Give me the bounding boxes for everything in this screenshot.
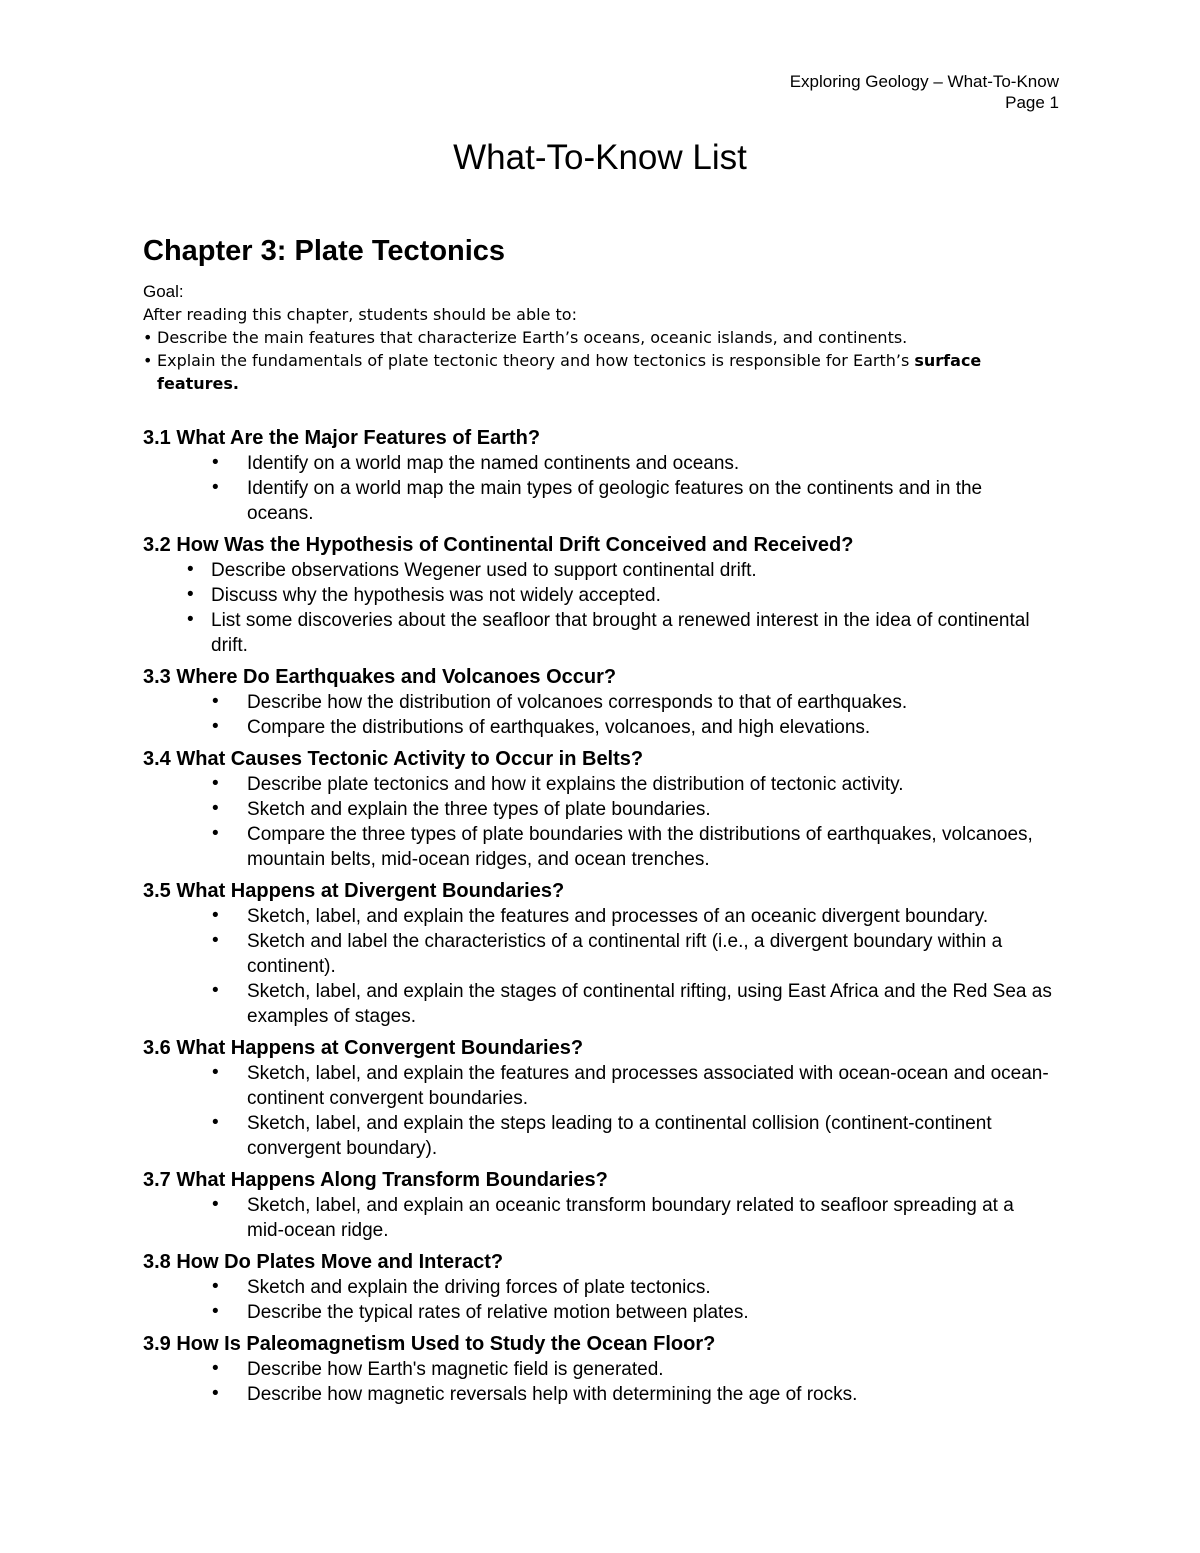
list-item xyxy=(143,1193,1053,1243)
bullet-icon: • xyxy=(212,1301,219,1322)
section-3-3 xyxy=(143,664,1053,740)
section-items xyxy=(143,1275,1053,1325)
list-item xyxy=(143,904,1053,929)
section-3-8 xyxy=(143,1249,1053,1325)
list-item xyxy=(143,1061,1053,1111)
section-3-1 xyxy=(143,425,1053,526)
bullet-icon: • xyxy=(212,1194,219,1215)
section-heading: 3.7 What Happens Along Transform Boundaries? xyxy=(143,1169,608,1191)
section-items xyxy=(143,1193,1053,1243)
bullet-icon: • xyxy=(212,1358,219,1379)
section-heading: 3.9 How Is Paleomagnetism Used to Study the Ocean Floor? xyxy=(143,1333,716,1355)
goal-label: Goal: xyxy=(143,282,184,301)
bullet-icon: • xyxy=(212,1062,219,1083)
goal-bullet xyxy=(143,349,1043,395)
item-text: Sketch, label, and explain the features and processes of an oceanic divergent boundary. xyxy=(247,906,989,927)
section-items xyxy=(143,1357,1053,1407)
bullet-icon: • xyxy=(212,1276,219,1297)
item-text: Discuss why the hypothesis was not widely accepted. xyxy=(211,585,661,606)
bullet-icon: • xyxy=(143,328,153,347)
goal-bullet xyxy=(143,326,1043,349)
item-text: Compare the distributions of earthquakes, volcanoes, and high elevations. xyxy=(247,717,871,738)
item-text: Describe how the distribution of volcanoes corresponds to that of earthquakes. xyxy=(247,692,908,713)
item-text: Describe plate tectonics and how it explains the distribution of tectonic activity. xyxy=(247,774,904,795)
section-items xyxy=(143,1061,1053,1161)
list-item xyxy=(143,476,1053,526)
list-item xyxy=(143,715,1053,740)
document-title: What-To-Know List xyxy=(453,138,747,177)
bullet-icon: • xyxy=(212,1112,219,1133)
list-item xyxy=(143,772,1053,797)
bullet-icon: • xyxy=(212,930,219,951)
bullet-icon: • xyxy=(187,584,194,605)
section-items xyxy=(143,772,1053,872)
list-item xyxy=(143,690,1053,715)
item-text: Describe how Earth's magnetic field is generated. xyxy=(247,1359,664,1380)
goal-block xyxy=(143,280,1043,395)
section-items xyxy=(143,451,1053,526)
section-heading: 3.6 What Happens at Convergent Boundaries? xyxy=(143,1037,584,1059)
header-document-name: Exploring Geology – What-To-Know xyxy=(789,72,1059,91)
item-text: Sketch, label, and explain an oceanic transform boundary related to seafloor spreading at a mid-ocean ridge. xyxy=(247,1195,1014,1241)
item-text: Compare the three types of plate boundaries with the distributions of earthquakes, volcanoes, mountain belts, mid-ocean ridges, and ocean trenches. xyxy=(247,824,1033,870)
bullet-icon: • xyxy=(187,609,194,630)
section-3-4 xyxy=(143,746,1053,872)
section-heading: 3.8 How Do Plates Move and Interact? xyxy=(143,1251,504,1273)
item-text: Describe observations Wegener used to support continental drift. xyxy=(211,560,757,581)
bullet-icon: • xyxy=(212,980,219,1001)
item-text: Sketch, label, and explain the features and processes associated with ocean-ocean and ocean-continent convergent boundaries. xyxy=(247,1063,1049,1109)
page-header xyxy=(790,71,1059,113)
bullet-icon: • xyxy=(212,716,219,737)
section-3-2 xyxy=(143,532,1053,658)
bullet-icon: • xyxy=(212,477,219,498)
list-item xyxy=(143,451,1053,476)
goal-bullet-emphasis: surface features. xyxy=(157,351,982,393)
item-text: Identify on a world map the main types of geologic features on the continents and in the oceans. xyxy=(247,478,983,524)
item-text: Identify on a world map the named continents and oceans. xyxy=(247,453,740,474)
chapter-title: Chapter 3: Plate Tectonics xyxy=(143,235,506,267)
bullet-icon: • xyxy=(212,773,219,794)
bullet-icon: • xyxy=(212,1383,219,1404)
header-page-number: Page 1 xyxy=(1005,93,1059,112)
section-3-5 xyxy=(143,878,1053,1029)
list-item xyxy=(143,797,1053,822)
item-text: Sketch, label, and explain the stages of continental rifting, using East Africa and the Red Sea as examples of stages. xyxy=(247,981,1052,1027)
list-item xyxy=(143,558,1053,583)
item-text: List some discoveries about the seafloor that brought a renewed interest in the idea of continental drift. xyxy=(211,610,1030,656)
section-items xyxy=(143,558,1053,658)
goal-bullet-text: Describe the main features that characterize Earth’s oceans, oceanic islands, and continents. xyxy=(157,328,908,347)
item-text: Sketch, label, and explain the steps leading to a continental collision (continent-continent convergent boundary). xyxy=(247,1113,992,1159)
item-text: Describe how magnetic reversals help with determining the age of rocks. xyxy=(247,1384,858,1405)
list-item xyxy=(143,929,1053,979)
item-text: Sketch and explain the three types of plate boundaries. xyxy=(247,799,711,820)
section-heading: 3.3 Where Do Earthquakes and Volcanoes Occur? xyxy=(143,666,617,688)
section-heading: 3.2 How Was the Hypothesis of Continental Drift Conceived and Received? xyxy=(143,534,854,556)
list-item xyxy=(143,1111,1053,1161)
section-heading: 3.4 What Causes Tectonic Activity to Occur in Belts? xyxy=(143,748,644,770)
section-heading: 3.5 What Happens at Divergent Boundaries? xyxy=(143,880,565,902)
section-heading: 3.1 What Are the Major Features of Earth? xyxy=(143,427,541,449)
bullet-icon: • xyxy=(212,452,219,473)
bullet-icon: • xyxy=(212,823,219,844)
section-3-7 xyxy=(143,1167,1053,1243)
list-item xyxy=(143,822,1053,872)
section-3-6 xyxy=(143,1035,1053,1161)
bullet-icon: • xyxy=(212,798,219,819)
list-item xyxy=(143,1300,1053,1325)
section-items xyxy=(143,690,1053,740)
bullet-icon: • xyxy=(212,691,219,712)
goal-intro: After reading this chapter, students should be able to: xyxy=(143,305,577,324)
item-text: Sketch and label the characteristics of a continental rift (i.e., a divergent boundary within a continent). xyxy=(247,931,1003,977)
list-item xyxy=(143,1382,1053,1407)
list-item xyxy=(143,608,1053,658)
section-items xyxy=(143,904,1053,1029)
sections-list xyxy=(143,425,1053,1413)
list-item xyxy=(143,979,1053,1029)
item-text: Sketch and explain the driving forces of plate tectonics. xyxy=(247,1277,711,1298)
list-item xyxy=(143,583,1053,608)
bullet-icon: • xyxy=(187,559,194,580)
list-item xyxy=(143,1275,1053,1300)
goal-bullet-text: Explain the fundamentals of plate tectonic theory and how tectonics is responsible for Earth’s xyxy=(157,351,915,370)
list-item xyxy=(143,1357,1053,1382)
bullet-icon: • xyxy=(212,905,219,926)
bullet-icon: • xyxy=(143,351,153,370)
section-3-9 xyxy=(143,1331,1053,1407)
item-text: Describe the typical rates of relative motion between plates. xyxy=(247,1302,749,1323)
